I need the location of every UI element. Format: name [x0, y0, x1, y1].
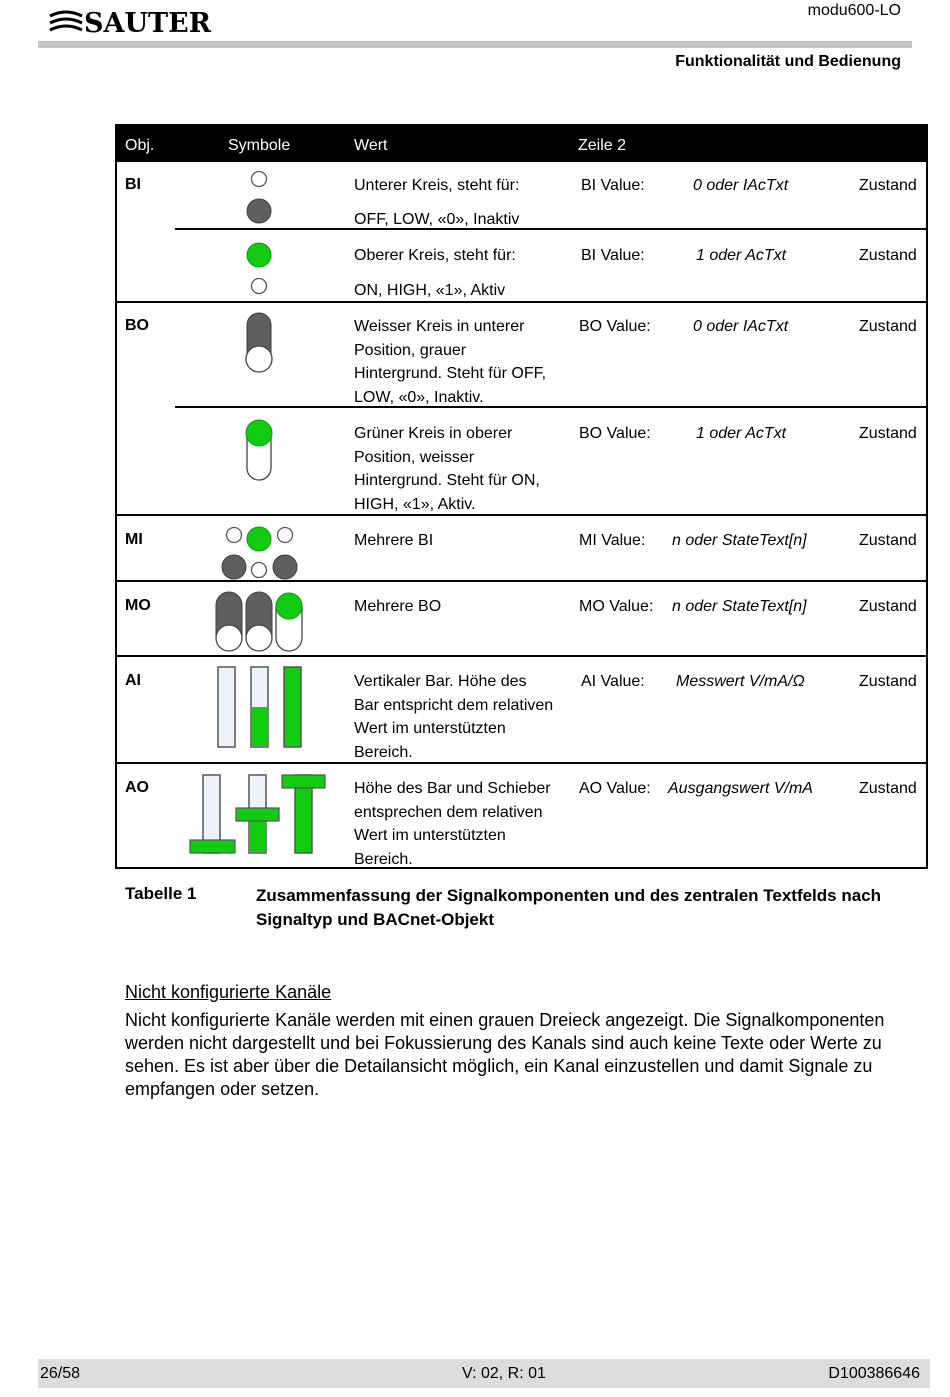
doc-number: D100386646	[828, 1365, 920, 1382]
bi-off-label: BI Value:	[581, 177, 645, 194]
bi-off-wert2: OFF, LOW, «0», Inaktiv	[354, 211, 520, 228]
bo-on-wert-line: Grüner Kreis in oberer	[354, 425, 513, 442]
bi-on-label: BI Value:	[581, 247, 645, 264]
obj-label-bo: BO	[125, 317, 149, 334]
ai-wert-line: Bar entspricht dem relativen	[354, 696, 554, 714]
obj-label-ao: AO	[125, 779, 149, 796]
ao-wert-line: Wert im unterstützten	[354, 827, 506, 844]
bo-on-value: 1 oder AcTxt	[696, 425, 787, 442]
ai-wert	[354, 670, 569, 764]
bo-off-wert-line: Weisser Kreis in unterer	[354, 318, 525, 335]
ai-zustand: Zustand	[859, 673, 917, 690]
mo-label: MO Value:	[579, 598, 654, 615]
bo-off-value: 0 oder IAcTxt	[693, 318, 789, 335]
bo-on-wert-line: Position, weisser	[354, 448, 475, 466]
ao-value: Ausgangswert V/mA	[668, 780, 813, 797]
bi-on-icon	[243, 238, 275, 303]
logo-text: SAUTER	[84, 8, 212, 38]
row-divider	[115, 301, 928, 303]
col-obj: Obj.	[125, 137, 155, 154]
page-footer	[38, 1359, 930, 1388]
ai-value: Messwert V/mA/Ω	[676, 673, 805, 690]
mi-zustand: Zustand	[859, 532, 917, 549]
mi-multi-bi-icon	[219, 524, 301, 585]
mi-value: n oder StateText[n]	[672, 532, 807, 549]
mo-wert: Mehrere BO	[354, 598, 442, 615]
bo-off-wert-line: Position, grauer	[354, 341, 467, 359]
page-number: 26/58	[40, 1365, 81, 1382]
bi-off-value: 0 oder IAcTxt	[693, 177, 789, 194]
ao-wert	[354, 777, 569, 871]
ao-wert-line: Höhe des Bar und Schieber	[354, 780, 551, 797]
bi-on-value: 1 oder AcTxt	[696, 247, 787, 264]
col-wert: Wert	[354, 137, 388, 154]
bo-on-wert	[354, 422, 569, 516]
mo-multi-bo-icon	[212, 590, 306, 659]
header-rule	[38, 41, 912, 48]
col-symbole: Symbole	[228, 137, 291, 154]
ai-wert-line: Bereich.	[354, 743, 413, 761]
ai-label: AI Value:	[581, 673, 645, 690]
table-caption-text: Zusammenfassung der Signalkomponenten und des zentralen Textfelds nach Signaltyp und BACnet-Objekt	[256, 886, 882, 929]
mi-label: MI Value:	[579, 532, 646, 549]
row-divider	[175, 228, 928, 230]
table-caption-label: Tabelle 1	[125, 884, 197, 903]
ao-label: AO Value:	[579, 780, 651, 797]
version: V: 02, R: 01	[462, 1365, 546, 1382]
ao-wert-line: Bereich.	[354, 850, 413, 868]
col-zeile2: Zeile 2	[578, 137, 627, 154]
section-paragraph: Nicht konfigurierte Kanäle werden mit einen grauen Dreieck angezeigt. Die Signalkomponenten werden nicht dargestellt und bei Fokussierung des Kanals sind auch keine Texte oder Werte zu sehen. Es ist aber über die Detailansicht möglich, ein Kanal einzustellen und damit Signale zu empfangen oder setzen.	[125, 1010, 885, 1099]
bo-on-wert-line: HIGH, «1», Aktiv.	[354, 495, 476, 513]
obj-label-bi: BI	[125, 176, 141, 193]
obj-label-ai: AI	[125, 672, 141, 689]
sauter-logo	[48, 4, 233, 38]
ai-wert-line: Wert im unterstützten	[354, 720, 506, 737]
ai-bar-icon	[214, 664, 304, 757]
mo-zustand: Zustand	[859, 598, 917, 615]
doc-id: modu600-LO	[807, 2, 901, 19]
obj-label-mo: MO	[125, 597, 151, 614]
ai-wert-line: Vertikaler Bar. Höhe des	[354, 673, 527, 690]
section-heading: Nicht konfigurierte Kanäle	[125, 982, 332, 1002]
bi-on-wert: Oberer Kreis, steht für:	[354, 247, 516, 264]
bo-off-label: BO Value:	[579, 318, 651, 335]
bo-off-zustand: Zustand	[859, 318, 917, 335]
bi-on-wert2: ON, HIGH, «1», Aktiv	[354, 282, 506, 299]
table-header	[115, 124, 928, 162]
bo-off-wert	[354, 315, 569, 409]
bo-on-zustand: Zustand	[859, 425, 917, 442]
ao-slider-icon	[188, 772, 328, 863]
obj-label-mi: MI	[125, 531, 143, 548]
ao-zustand: Zustand	[859, 780, 917, 797]
bi-off-icon	[243, 168, 275, 233]
bo-on-label: BO Value:	[579, 425, 651, 442]
bo-off-icon	[242, 312, 276, 381]
bi-off-zustand: Zustand	[859, 177, 917, 194]
mo-value: n oder StateText[n]	[672, 598, 807, 615]
bo-off-wert-line: LOW, «0», Inaktiv.	[354, 388, 484, 406]
bo-on-wert-line: Hintergrund. Steht für ON,	[354, 472, 540, 489]
bo-on-icon	[242, 418, 276, 489]
ao-wert-line: entsprechen dem relativen	[354, 803, 543, 821]
section-title: Funktionalität und Bedienung	[675, 53, 901, 70]
bo-off-wert-line: Hintergrund. Steht für OFF,	[354, 365, 547, 382]
bi-on-zustand: Zustand	[859, 247, 917, 264]
bi-off-wert: Unterer Kreis, steht für:	[354, 177, 520, 194]
mi-wert: Mehrere BI	[354, 532, 434, 549]
